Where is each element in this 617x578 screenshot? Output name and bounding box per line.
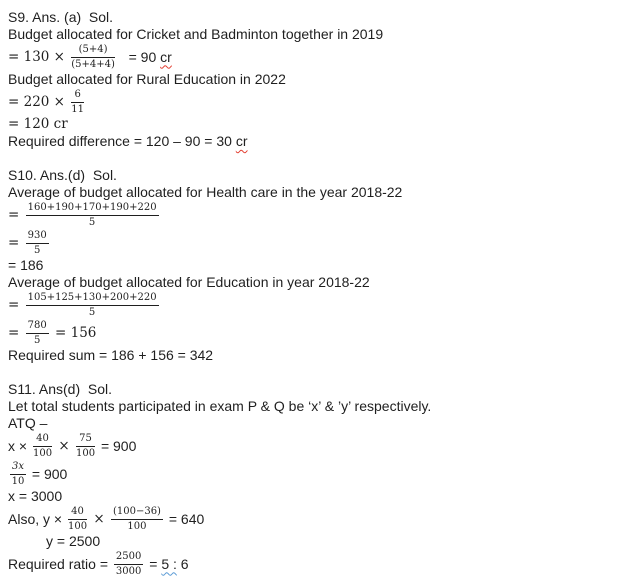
fraction-numerator: 6: [71, 89, 84, 103]
fraction-denominator: 100: [75, 447, 96, 459]
fraction: [33, 433, 52, 459]
text-segment: ATQ –: [8, 415, 48, 431]
s11-result: [8, 550, 611, 578]
fraction-denominator: 3000: [115, 565, 142, 577]
text-segment: = 640: [164, 510, 205, 527]
fraction-numerator: 3x: [10, 461, 26, 475]
text-segment: = 186: [8, 257, 44, 273]
text-segment: = 156: [50, 324, 97, 341]
text-segment: = 900: [97, 437, 137, 454]
text-segment: S11. Ans(d) Sol.: [8, 381, 113, 397]
text-segment: y = 2500: [46, 533, 101, 549]
fraction: [111, 506, 163, 532]
s11-equation-1: [8, 432, 611, 460]
fraction: [26, 320, 49, 346]
s9-equation-2: [8, 88, 611, 116]
s10-equation-4: [8, 291, 611, 319]
fraction-denominator: 5: [88, 306, 96, 318]
s9-heading: [8, 9, 611, 26]
section-s10: [8, 167, 611, 364]
section-s9: [8, 9, 611, 150]
text-segment: Required ratio =: [8, 555, 112, 572]
fraction: [68, 506, 87, 532]
fraction-numerator: (5+4): [71, 44, 115, 58]
text-segment: Budget allocated for Rural Education in 2022: [8, 71, 286, 87]
fraction: [26, 292, 159, 318]
s10-equation-5: [8, 319, 611, 347]
text-segment: =: [8, 234, 24, 251]
fraction: [71, 89, 84, 115]
fraction: [10, 461, 26, 487]
fraction: [76, 433, 95, 459]
misspelled-text: cr: [160, 48, 172, 65]
fraction-denominator: 5: [33, 334, 41, 346]
misspelled-text: 5 :: [161, 555, 177, 572]
text-segment: = 120 cr: [8, 116, 68, 132]
text-segment: ×: [89, 510, 109, 527]
s10-heading: [8, 167, 611, 184]
s10-equation-1: [8, 201, 611, 229]
s10-result: [8, 347, 611, 364]
text-segment: = 900: [28, 465, 68, 482]
fraction: [26, 230, 49, 256]
text-segment: =: [8, 206, 24, 223]
fraction-denominator: 5: [33, 244, 41, 256]
s9-equation-1: [8, 43, 611, 71]
text-segment: S10. Ans.(d) Sol.: [8, 167, 117, 183]
text-segment: S9. Ans. (a) Sol.: [8, 9, 114, 25]
fraction-numerator: (100−36): [111, 506, 163, 520]
text-segment: =: [145, 555, 162, 572]
text-segment: Required difference = 120 – 90 = 30: [8, 133, 236, 149]
fraction-numerator: 780: [26, 320, 49, 334]
s10-equation-3: [8, 257, 611, 274]
fraction-numerator: 40: [68, 506, 87, 520]
fraction-denominator: (5+4+4): [71, 58, 115, 70]
text-segment: Let total students participated in exam P & Q be ‘x’ & ’y’ respectively.: [8, 398, 432, 414]
fraction-denominator: 5: [88, 216, 96, 228]
text-segment: x = 3000: [8, 488, 63, 504]
s11-equation-2: [8, 460, 611, 488]
s11-equation-3: [8, 488, 611, 505]
s11-equation-5: [8, 533, 611, 550]
fraction-numerator: 75: [76, 433, 95, 447]
fraction: [114, 551, 143, 577]
fraction-denominator: 10: [11, 475, 25, 487]
s10-statement-1: [8, 184, 611, 201]
fraction-denominator: 100: [127, 520, 147, 532]
fraction-numerator: 40: [33, 433, 52, 447]
text-segment: Average of budget allocated for Education in year 2018-22: [8, 274, 370, 290]
fraction: [26, 202, 159, 228]
s11-equation-4: [8, 505, 611, 533]
fraction-numerator: 160+190+170+190+220: [26, 202, 159, 216]
text-segment: = 220 ×: [8, 93, 70, 110]
s9-result: [8, 133, 611, 150]
text-segment: =: [8, 296, 24, 313]
text-segment: 6: [176, 555, 189, 572]
text-segment: Required sum = 186 + 156 = 342: [8, 347, 214, 363]
fraction-denominator: 100: [32, 447, 53, 459]
s9-statement-2: [8, 71, 611, 88]
misspelled-text: cr: [235, 133, 248, 149]
s9-equation-3: [8, 116, 611, 133]
s11-statement-2: [8, 415, 611, 432]
section-s11: [8, 381, 611, 578]
text-segment: Also, y ×: [8, 510, 66, 527]
s10-statement-2: [8, 274, 611, 291]
text-segment: ×: [54, 437, 74, 454]
s11-statement-1: [8, 398, 611, 415]
s9-statement-1: [8, 26, 611, 43]
text-segment: =: [8, 324, 24, 341]
fraction-denominator: 100: [67, 520, 88, 532]
text-segment: Average of budget allocated for Health care in the year 2018-22: [8, 184, 403, 200]
text-segment: = 130 ×: [8, 48, 70, 65]
s11-heading: [8, 381, 611, 398]
fraction-denominator: 11: [71, 103, 84, 115]
text-segment: x ×: [8, 437, 31, 454]
s10-equation-2: [8, 229, 611, 257]
text-segment: Budget allocated for Cricket and Badminton together in 2019: [8, 26, 384, 42]
text-segment: = 90: [116, 48, 161, 65]
fraction-numerator: 2500: [114, 551, 143, 565]
fraction-numerator: 105+125+130+200+220: [26, 292, 159, 306]
fraction: [71, 44, 115, 70]
fraction-numerator: 930: [26, 230, 49, 244]
